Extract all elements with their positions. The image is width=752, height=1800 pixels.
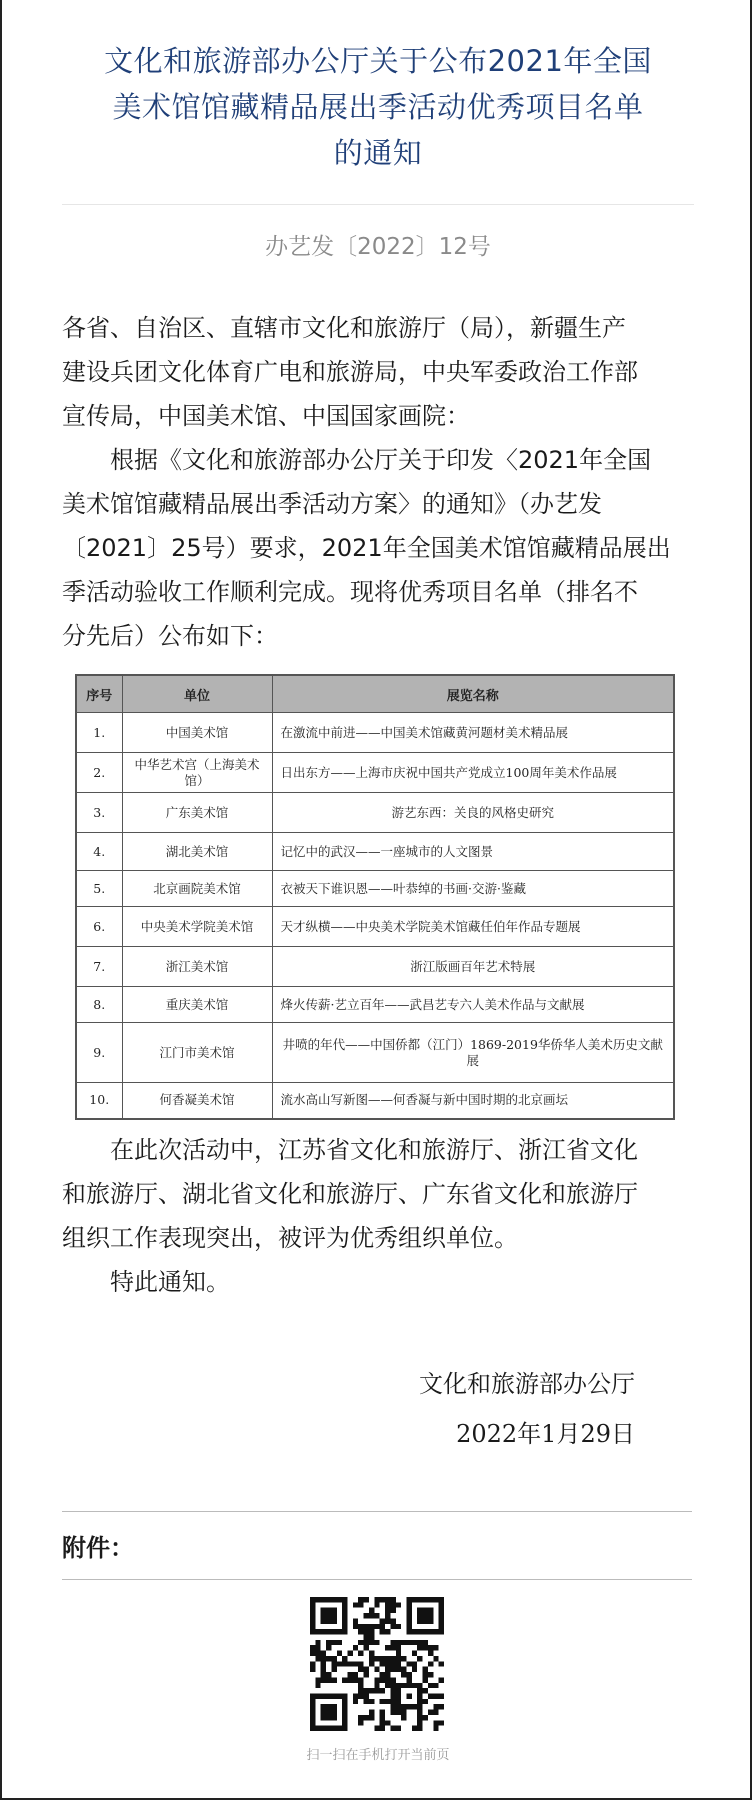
row-number: 2.	[76, 753, 122, 793]
row-unit: 重庆美术馆	[122, 987, 272, 1023]
attachment-label: 附件：	[62, 1534, 134, 1562]
row-number: 6.	[76, 907, 122, 947]
row-exhibition: 井喷的年代——中国侨都（江门）1869-2019华侨华人美术历史文献展	[272, 1023, 674, 1083]
qr-caption: 扫一扫在手机打开当前页	[306, 1748, 450, 1763]
table-row	[76, 947, 674, 987]
row-exhibition: 天才纵横——中央美术学院美术馆藏任伯年作品专题展	[272, 907, 674, 947]
row-number: 7.	[76, 947, 122, 987]
project-list-table	[75, 674, 675, 1120]
row-unit: 中华艺术宫（上海美术馆）	[122, 753, 272, 793]
addressee-line-2: 建设兵团文化体育广电和旅游局，中央军委政治工作部	[62, 358, 638, 386]
closing-line-2: 和旅游厅、湖北省文化和旅游厅、广东省文化和旅游厅	[62, 1180, 638, 1208]
closing-line-3: 组织工作表现突出，被评为优秀组织单位。	[62, 1224, 518, 1252]
table-row	[76, 793, 674, 833]
row-number: 9.	[76, 1023, 122, 1083]
notice-body	[62, 306, 694, 658]
addressee-line-3: 宣传局，中国美术馆、中国国家画院：	[62, 402, 470, 430]
row-unit: 江门市美术馆	[122, 1023, 272, 1083]
row-exhibition: 日出东方——上海市庆祝中国共产党成立100周年美术作品展	[272, 753, 674, 793]
body-line-3: 〔2021〕25号）要求，2021年全国美术馆馆藏精品展出	[62, 534, 671, 562]
closing-notice: 特此通知。	[110, 1268, 230, 1296]
notice-title	[2, 38, 752, 176]
qr-code-icon[interactable]	[310, 1597, 444, 1731]
header-exhibition: 展览名称	[272, 675, 674, 713]
row-exhibition: 游艺东西：关良的风格史研究	[272, 793, 674, 833]
title-divider	[62, 204, 694, 205]
title-line-1: 文化和旅游部办公厅关于公布2021年全国	[104, 44, 652, 78]
row-unit: 湖北美术馆	[122, 833, 272, 871]
header-unit: 单位	[122, 675, 272, 713]
table-row	[76, 907, 674, 947]
closing-body	[62, 1128, 694, 1304]
title-line-2: 美术馆馆藏精品展出季活动优秀项目名单	[112, 90, 644, 124]
table-row	[76, 713, 674, 753]
table-row	[76, 753, 674, 793]
header-number: 序号	[76, 675, 122, 713]
row-exhibition: 浙江版画百年艺术特展	[272, 947, 674, 987]
title-line-3: 的通知	[333, 136, 423, 170]
row-exhibition: 衣被天下谁识恩——叶恭绰的书画·交游·鉴藏	[272, 871, 674, 907]
body-line-2: 美术馆馆藏精品展出季活动方案〉的通知》（办艺发	[62, 490, 602, 518]
body-line-4: 季活动验收工作顺利完成。现将优秀项目名单（排名不	[62, 578, 638, 606]
row-number: 8.	[76, 987, 122, 1023]
table-row	[76, 987, 674, 1023]
row-number: 5.	[76, 871, 122, 907]
addressee-line-1: 各省、自治区、直辖市文化和旅游厅（局），新疆生产	[62, 314, 626, 342]
table-row	[76, 871, 674, 907]
row-exhibition: 烽火传薪·艺立百年——武昌艺专六人美术作品与文献展	[272, 987, 674, 1023]
row-number: 3.	[76, 793, 122, 833]
row-number: 1.	[76, 713, 122, 753]
document-number: 办艺发〔2022〕12号	[265, 234, 491, 260]
table-header-row	[76, 675, 674, 713]
row-unit: 中国美术馆	[122, 713, 272, 753]
row-exhibition: 记忆中的武汉——一座城市的人文图景	[272, 833, 674, 871]
row-number: 10.	[76, 1083, 122, 1119]
table-row	[76, 1083, 674, 1119]
signature-date: 2022年1月29日	[456, 1420, 635, 1448]
project-list-table-wrapper	[75, 674, 673, 1120]
closing-line-1: 在此次活动中，江苏省文化和旅游厅、浙江省文化	[110, 1136, 638, 1164]
body-line-1: 根据《文化和旅游部办公厅关于印发〈2021年全国	[110, 446, 652, 474]
row-unit: 何香凝美术馆	[122, 1083, 272, 1119]
attachment-divider-top	[62, 1511, 692, 1512]
table-row	[76, 833, 674, 871]
body-line-5: 分先后）公布如下：	[62, 622, 278, 650]
attachment-divider-bottom	[62, 1579, 692, 1580]
row-unit: 广东美术馆	[122, 793, 272, 833]
row-unit: 北京画院美术馆	[122, 871, 272, 907]
row-exhibition: 在激流中前进——中国美术馆藏黄河题材美术精品展	[272, 713, 674, 753]
row-number: 4.	[76, 833, 122, 871]
row-unit: 中央美术学院美术馆	[122, 907, 272, 947]
signature-organization: 文化和旅游部办公厅	[419, 1370, 635, 1398]
row-exhibition: 流水高山写新图——何香凝与新中国时期的北京画坛	[272, 1083, 674, 1119]
table-row	[76, 1023, 674, 1083]
row-unit: 浙江美术馆	[122, 947, 272, 987]
